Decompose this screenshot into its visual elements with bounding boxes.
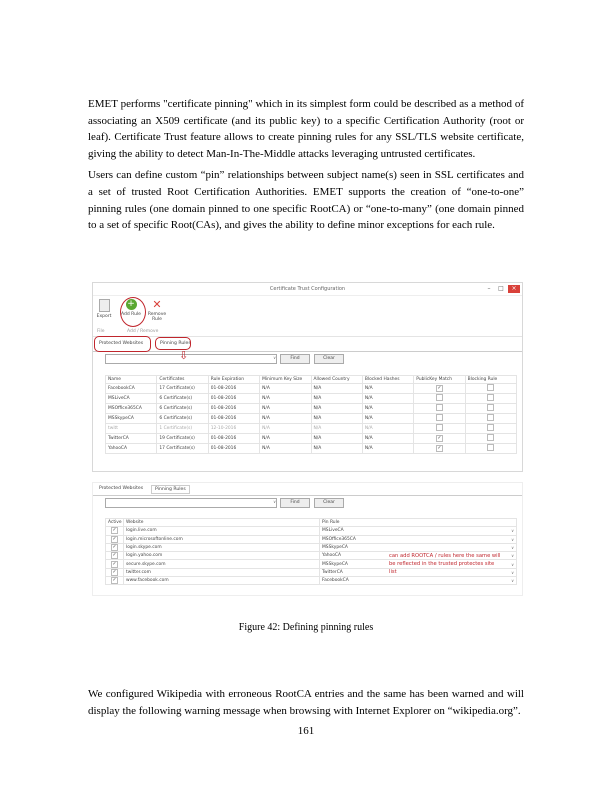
cell-country: N/A	[311, 444, 362, 454]
column-header[interactable]: Blocking Rule	[465, 376, 516, 384]
cell-certs: 6 Certificate(s)	[157, 394, 208, 404]
cell-key: N/A	[260, 394, 311, 404]
pin-rule-value: TwitterCA	[322, 569, 343, 575]
cell-hashes: N/A	[362, 404, 413, 414]
column-header[interactable]: Minimum Key Size	[260, 376, 311, 384]
cell-country: N/A	[311, 404, 362, 414]
cell-country: N/A	[311, 434, 362, 444]
cell-pin-rule[interactable]	[320, 535, 517, 543]
active-checkbox[interactable]: ✓	[112, 535, 117, 542]
cell-website: login.microsoftonline.com	[124, 535, 320, 543]
cell-name: MSSkypeCA	[106, 414, 157, 424]
add-icon: +	[127, 299, 135, 309]
cell-country: N/A	[311, 394, 362, 404]
group-file-label: File	[97, 329, 105, 334]
cell-key: N/A	[260, 444, 311, 454]
tab-protected-websites[interactable]: Protected Websites	[99, 341, 144, 346]
cell-exp: 01-08-2016	[208, 394, 259, 404]
remove-rule-button[interactable]	[146, 299, 168, 322]
cell-name: MSOffice365CA	[106, 404, 157, 414]
cell-block	[465, 384, 516, 394]
cell-active	[106, 543, 124, 551]
publickey-match-checkbox[interactable]	[436, 404, 443, 411]
active-checkbox[interactable]: ✓	[112, 568, 117, 575]
rules-table	[105, 375, 517, 454]
chevron-down-icon[interactable]: ∨	[511, 536, 514, 542]
remove-icon: ✕	[152, 298, 162, 311]
table-row[interactable]	[106, 424, 517, 434]
closing-text	[88, 621, 524, 738]
chevron-down-icon[interactable]: ∨	[511, 528, 514, 534]
title-bar	[93, 283, 522, 296]
cell-block	[465, 424, 516, 434]
cell-pin-rule[interactable]	[320, 527, 517, 535]
clear-button[interactable]: Clear	[314, 354, 344, 364]
blocking-rule-checkbox[interactable]	[487, 404, 494, 411]
blocking-rule-checkbox[interactable]	[487, 394, 494, 401]
pin-rule-value: MSSkypeCA	[322, 561, 348, 567]
cell-exp: 12-10-2016	[208, 424, 259, 434]
publickey-match-checkbox[interactable]: ✓	[437, 445, 442, 452]
table-row[interactable]	[106, 404, 517, 414]
cell-name: MSLiveCA	[106, 394, 157, 404]
column-header[interactable]: Allowed Country	[311, 376, 362, 384]
table-row[interactable]	[106, 414, 517, 424]
annotation-box	[94, 336, 151, 352]
table-row[interactable]	[106, 577, 517, 585]
export-label: Export	[96, 314, 112, 319]
cell-pk	[414, 444, 465, 454]
chevron-down-icon: ∨	[273, 355, 276, 360]
cell-exp: 01-08-2016	[208, 404, 259, 414]
table-row[interactable]	[106, 394, 517, 404]
cell-hashes: N/A	[362, 424, 413, 434]
table-row[interactable]	[106, 543, 517, 551]
chevron-down-icon[interactable]: ∨	[511, 569, 514, 575]
column-header[interactable]: Certificates	[157, 376, 208, 384]
cell-exp: 01-08-2016	[208, 384, 259, 394]
cell-hashes: N/A	[362, 414, 413, 424]
cell-certs: 1 Certificate(s)	[157, 424, 208, 434]
column-header[interactable]: Blocked Hashes	[362, 376, 413, 384]
cell-exp: 01-08-2016	[208, 434, 259, 444]
table-row[interactable]	[106, 527, 517, 535]
table-row[interactable]	[106, 444, 517, 454]
page-number: 161	[297, 725, 315, 738]
cell-website: login.yahoo.com	[124, 552, 320, 560]
cell-active	[106, 577, 124, 585]
cell-active	[106, 535, 124, 543]
publickey-match-checkbox[interactable]	[436, 424, 443, 431]
cell-block	[465, 434, 516, 444]
remove-rule-label: Remove Rule	[147, 312, 167, 323]
column-header[interactable]: Active	[106, 519, 124, 527]
annotation-circle	[120, 297, 146, 327]
cell-active	[106, 560, 124, 568]
publickey-match-checkbox[interactable]	[436, 394, 443, 401]
cell-certs: 17 Certificate(s)	[157, 444, 208, 454]
arrow-down-icon: ⇩	[179, 349, 189, 362]
screenshot-pinning-rules	[92, 282, 523, 472]
export-icon	[99, 299, 110, 312]
cell-key: N/A	[260, 424, 311, 434]
cell-active	[106, 552, 124, 560]
cell-key: N/A	[260, 434, 311, 444]
tab-bar	[93, 337, 522, 352]
pin-rule-value: YahooCA	[322, 553, 341, 559]
cell-certs: 19 Certificate(s)	[157, 434, 208, 444]
cell-block	[465, 404, 516, 414]
cell-name: YahooCA	[106, 444, 157, 454]
pin-rule-value: MSOffice365CA	[322, 536, 356, 542]
cell-website: www.facebook.com	[124, 577, 320, 585]
column-header[interactable]: Rule Expiration	[208, 376, 259, 384]
cell-name: FacebookCA	[106, 384, 157, 394]
cell-hashes: N/A	[362, 444, 413, 454]
close-icon[interactable]: ×	[508, 285, 520, 293]
cell-exp: 01-08-2016	[208, 444, 259, 454]
cell-key: N/A	[260, 414, 311, 424]
chevron-down-icon[interactable]: ∨	[511, 578, 514, 584]
tab-bar	[93, 483, 522, 496]
cell-certs: 6 Certificate(s)	[157, 414, 208, 424]
cell-pin-rule[interactable]	[320, 577, 517, 585]
cell-name: TwitterCA	[106, 434, 157, 444]
search-row	[93, 349, 522, 366]
minimize-icon[interactable]: –	[487, 285, 491, 292]
clear-button[interactable]: Clear	[314, 498, 344, 508]
pin-rule-value: MSLiveCA	[322, 528, 344, 534]
cell-website: login.skype.com	[124, 543, 320, 551]
intro-text	[88, 96, 524, 234]
cell-hashes: N/A	[362, 384, 413, 394]
column-header[interactable]: Pin Rule	[320, 519, 517, 527]
cell-pk	[414, 424, 465, 434]
find-button[interactable]: Find	[280, 498, 310, 508]
cell-key: N/A	[260, 404, 311, 414]
tab-protected-websites[interactable]: Protected Websites	[99, 486, 144, 491]
pin-rule-value: FacebookCA	[322, 578, 349, 584]
annotation-note: can add ROOTCA / rules here the same will be reflected in the trusted protectes site list	[389, 553, 501, 575]
chevron-down-icon[interactable]: ∨	[511, 561, 514, 567]
cell-block	[465, 394, 516, 404]
maximize-icon[interactable]: □	[498, 285, 504, 292]
figure-caption: Figure 42: Defining pinning rules	[238, 622, 374, 633]
cell-country: N/A	[311, 384, 362, 394]
column-header[interactable]: PublicKey Match	[414, 376, 465, 384]
cell-country: N/A	[311, 424, 362, 434]
tab-pinning-rules[interactable]: Pinning Rules	[151, 485, 190, 494]
active-checkbox[interactable]: ✓	[112, 577, 117, 584]
cell-block	[465, 444, 516, 454]
blocking-rule-checkbox[interactable]	[487, 384, 494, 391]
publickey-match-checkbox[interactable]	[436, 414, 443, 421]
active-checkbox[interactable]: ✓	[112, 544, 117, 551]
find-button[interactable]: Find	[280, 354, 310, 364]
cell-name: twitt	[106, 424, 157, 434]
paragraph-3: We configured Wikipedia with erroneous RootCA entries and the same has been warned and will display the following warning message when browsing with Internet Explorer on “wikipedia.org”.	[88, 688, 524, 717]
cell-country: N/A	[311, 414, 362, 424]
cell-pk	[414, 404, 465, 414]
window-title: Certificate Trust Configuration	[269, 286, 346, 292]
blocking-rule-checkbox[interactable]	[487, 424, 494, 431]
export-button[interactable]	[95, 299, 113, 319]
tab-pinning-rules[interactable]: Pinning Rules	[160, 341, 191, 346]
paragraph-2: Users can define custom “pin” relationships between subject name(s) seen in SSL certificates and a set of trusted Root Certification Authorities. EMET supports the creation of “one-to-one” pinning rules (one domain pinned to one specific RootCA) or “one-to-many” (one domain pinned to a set of specific Root(CAs), and gives the ability to define minor exceptions for each rule.	[88, 169, 524, 232]
cell-certs: 17 Certificate(s)	[157, 384, 208, 394]
screenshot-protected-websites	[92, 482, 523, 596]
chevron-down-icon[interactable]: ∨	[511, 553, 514, 559]
cell-website: login.live.com	[124, 527, 320, 535]
search-combo[interactable]	[105, 498, 277, 508]
cell-website: secure.skype.com	[124, 560, 320, 568]
cell-pin-rule[interactable]	[320, 543, 517, 551]
group-add-label: Add / Remove	[127, 329, 159, 334]
pin-rule-value: MSSkypeCA	[322, 545, 348, 551]
blocking-rule-checkbox[interactable]	[487, 414, 494, 421]
publickey-match-checkbox[interactable]: ✓	[437, 385, 442, 392]
cell-hashes: N/A	[362, 434, 413, 444]
blocking-rule-checkbox[interactable]	[487, 434, 494, 441]
table-row[interactable]	[106, 535, 517, 543]
chevron-down-icon: ∨	[273, 499, 276, 504]
cell-certs: 6 Certificate(s)	[157, 404, 208, 414]
paragraph-1: EMET performs "certificate pinning" which in its simplest form could be described as a method of associating an X509 certificate (and its public key) to a specific Certification Authority (root or leaf). Certificate Trust feature allows to create pinning rules for any SSL/TLS website certificate, giving the ability to detect Man-In-The-Middle attacks leveraging untrusted certificates.	[88, 98, 524, 160]
search-row	[93, 496, 522, 510]
cell-hashes: N/A	[362, 394, 413, 404]
cell-key: N/A	[260, 384, 311, 394]
cell-active	[106, 527, 124, 535]
blocking-rule-checkbox[interactable]	[487, 444, 494, 451]
cell-pk	[414, 434, 465, 444]
cell-block	[465, 414, 516, 424]
cell-pk	[414, 384, 465, 394]
publickey-match-checkbox[interactable]: ✓	[437, 435, 442, 442]
active-checkbox[interactable]: ✓	[112, 552, 117, 559]
add-rule-label: Add Rule	[121, 312, 141, 317]
chevron-down-icon[interactable]: ∨	[511, 545, 514, 551]
cell-pk	[414, 394, 465, 404]
active-checkbox[interactable]: ✓	[112, 560, 117, 567]
cell-pk	[414, 414, 465, 424]
cell-website: twitter.com	[124, 568, 320, 576]
cell-exp: 01-08-2016	[208, 414, 259, 424]
search-combo[interactable]	[105, 354, 277, 364]
table-row[interactable]	[106, 434, 517, 444]
table-row[interactable]	[106, 384, 517, 394]
column-header[interactable]: Website	[124, 519, 320, 527]
ribbon	[93, 296, 522, 337]
column-header[interactable]: Name	[106, 376, 157, 384]
cell-active	[106, 568, 124, 576]
active-checkbox[interactable]: ✓	[112, 527, 117, 534]
